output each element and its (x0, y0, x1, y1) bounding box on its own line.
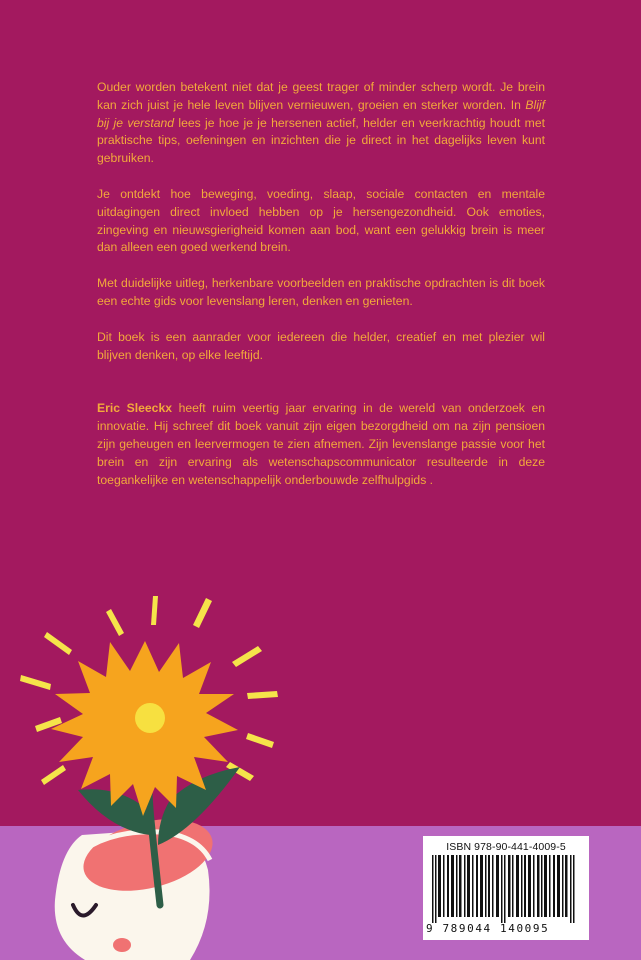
book-title-inline: Blijf bij je verstand (97, 97, 545, 130)
flower-pot-head-icon (0, 585, 310, 960)
blurb-paragraph-2: Je ontdekt hoe beweging, voeding, slaap, sociale contacten en mentale uitdagingen direct invloed hebben op je hersengezondheid. Ook emoties, zingeving en nieuwsgierigheid komen aan bod, want een gelukkig brein is meer dan alleen een goed werkend brein. (97, 186, 545, 255)
barcode-bars-icon (430, 855, 582, 923)
blurb-text (97, 79, 545, 507)
barcode (423, 836, 589, 940)
author-bio: Eric Sleeckx heeft ruim veertig jaar ervaring in de wereld van onderzoek en innovatie. Hij schreef dit boek vanuit zijn eigen bezorgdheid om na zijn pensioen zijn geheugen en leervermogen te zien afnemen. Zijn levenslange passie voor het brein en zijn ervaring als wetenschapscommunicator resulteerde in deze toegankelijke en wetenschappelijk onderbouwde zelfhulpgids . (97, 401, 545, 487)
blurb-paragraph-4: Dit boek is een aanrader voor iedereen die helder, creatief en met plezier wil blijven denken, op elke leeftijd. (97, 329, 545, 362)
blurb-paragraph-1: Ouder worden betekent niet dat je geest trager of minder scherp wordt. Je brein kan zich juist je hele leven blijven vernieuwen, groeien en sterker worden. In Blijf bij je verstand lees je hoe je je hersenen actief, helder en veerkrachtig houdt met praktische tips, oefeningen en inzichten die je direct in het dagelijks leven kunt gebruiken. (97, 80, 545, 166)
flower-center-icon (135, 703, 165, 733)
barcode-digits: 9 789044 140095 (426, 922, 550, 935)
author-name: Eric Sleeckx (97, 401, 173, 416)
isbn-label: ISBN 978-90-441-4009-5 (446, 841, 566, 853)
blurb-paragraph-3: Met duidelijke uitleg, herkenbare voorbeelden en praktische opdrachten is dit boek een echte gids voor levenslang leren, denken en genieten. (97, 276, 545, 308)
